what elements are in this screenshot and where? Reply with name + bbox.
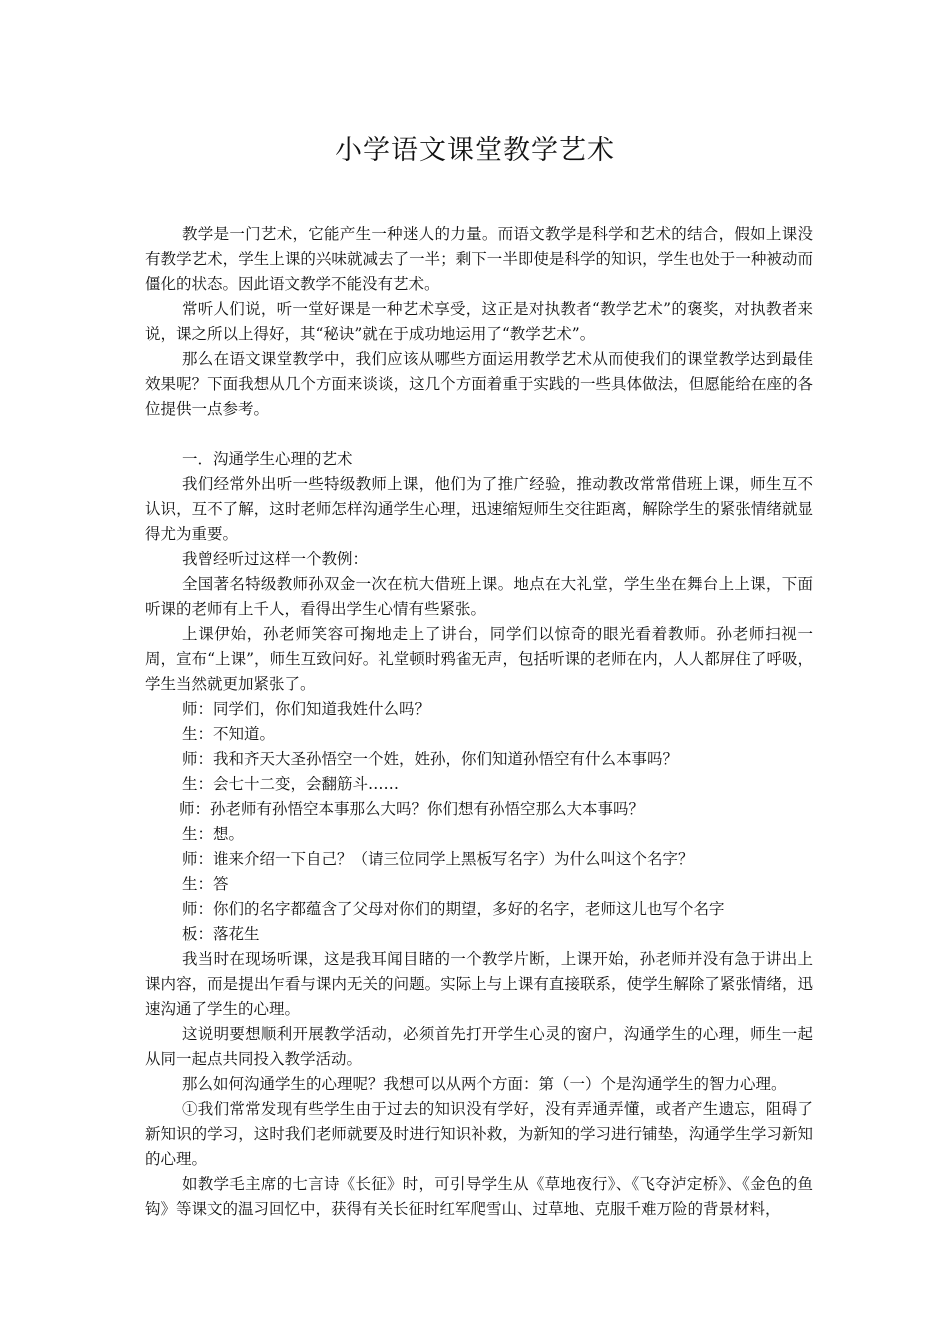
after-dialogue-paragraph-2: 这说明要想顺利开展教学活动，必须首先打开学生心灵的窗户，沟通学生的心理，师生一起从同一起点共同投入教学活动。 <box>145 1025 813 1068</box>
dialogue-line: 生：想。 <box>182 825 245 843</box>
intro-paragraph-3: 那么在语文课堂教学中，我们应该从哪些方面运用教学艺术从而使我们的课堂教学达到最佳效果呢？下面我想从几个方面来谈谈，这几个方面着重于实践的一些具体做法，但愿能给在座的各位提供一点参考。 <box>145 350 813 418</box>
dialogue-line: 师：我和齐天大圣孙悟空一个姓，姓孙，你们知道孙悟空有什么本事吗？ <box>182 750 679 768</box>
section-spacer <box>145 422 813 447</box>
dialogue-line: 板：落花生 <box>182 925 260 943</box>
section-paragraph-3: 全国著名特级教师孙双金一次在杭大借班上课。地点在大礼堂，学生坐在舞台上上课，下面听课的老师有上千人，看得出学生心情有些紧张。 <box>145 575 813 618</box>
after-dialogue-paragraph-4: ①我们常常发现有些学生由于过去的知识没有学好，没有弄通弄懂，或者产生遗忘，阻碍了新知识的学习，这时我们老师就要及时进行知识补救，为新知的学习进行铺垫，沟通学生学习新知的心理。 <box>145 1100 813 1168</box>
section-paragraph-2: 我曾经听过这样一个教例： <box>182 550 369 568</box>
section-heading: 一．沟通学生心理的艺术 <box>182 450 353 468</box>
after-dialogue-paragraph-3: 那么如何沟通学生的心理呢？我想可以从两个方面：第（一）个是沟通学生的智力心理。 <box>182 1075 787 1093</box>
intro-paragraph-1: 教学是一门艺术，它能产生一种迷人的力量。而语文教学是科学和艺术的结合，假如上课没有教学艺术，学生上课的兴味就减去了一半；剩下一半即使是科学的知识，学生也处于一种被动而僵化的状态。因此语文教学不能没有艺术。 <box>145 225 813 293</box>
section-paragraph-4: 上课伊始，孙老师笑容可掬地走上了讲台，同学们以惊奇的眼光看着教师。孙老师扫视一周，宣布“上课”，师生互致问好。礼堂顿时鸦雀无声，包括听课的老师在内，人人都屏住了呼吸，学生当然就更加紧张了。 <box>145 625 813 693</box>
dialogue-line: 生：答 <box>182 875 229 893</box>
dialogue-line: 师：孙老师有孙悟空本事那么大吗？你们想有孙悟空那么大本事吗？ <box>179 800 645 818</box>
dialogue-line: 生：会七十二变，会翻筋斗…… <box>182 775 400 793</box>
after-dialogue-paragraph-5: 如教学毛主席的七言诗《长征》时，可引导学生从《草地夜行》、《飞夺泸定桥》、《金色的鱼钩》等课文的温习回忆中，获得有关长征时红军爬雪山、过草地、克服千难万险的背景材料， <box>145 1175 813 1218</box>
dialogue-line: 师：你们的名字都蕴含了父母对你们的期望，多好的名字，老师这儿也写个名字 <box>182 900 725 918</box>
dialogue-line: 师：谁来介绍一下自己？（请三位同学上黑板写名字）为什么叫这个名字？ <box>182 850 694 868</box>
after-dialogue-paragraph-1: 我当时在现场听课，这是我耳闻目睹的一个教学片断，上课开始，孙老师并没有急于讲出上课内容，而是提出乍看与课内无关的问题。实际上与上课有直接联系，使学生解除了紧张情绪，迅速沟通了学生的心理。 <box>145 950 813 1018</box>
intro-paragraph-2: 常听人们说，听一堂好课是一种艺术享受，这正是对执教者“教学艺术”的褒奖，对执教者来说，课之所以上得好，其“秘诀”就在于成功地运用了“教学艺术”。 <box>145 300 813 343</box>
document-body <box>145 222 813 1222</box>
dialogue-line: 师：同学们，你们知道我姓什么吗？ <box>182 700 431 718</box>
section-paragraph-1: 我们经常外出听一些特级教师上课，他们为了推广经验，推动教改常常借班上课，师生互不认识，互不了解，这时老师怎样沟通学生心理，迅速缩短师生交往距离，解除学生的紧张情绪就显得尤为重要。 <box>145 475 813 543</box>
dialogue-line: 生：不知道。 <box>182 725 276 743</box>
document-title: 小学语文课堂教学艺术 <box>335 135 615 166</box>
